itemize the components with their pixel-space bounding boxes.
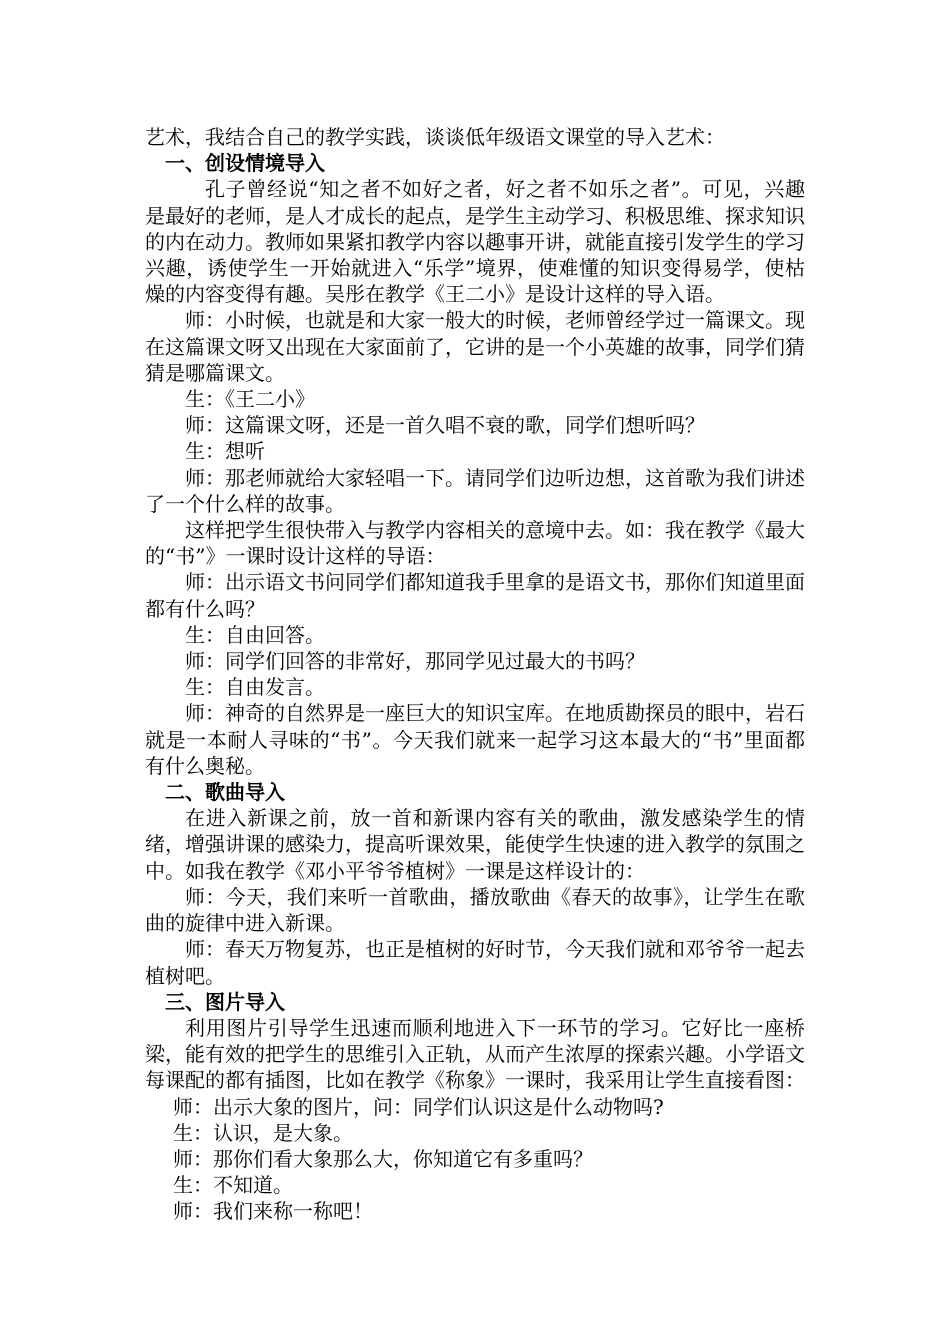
teacher-line: 师：小时候，也就是和大家一般大的时候，老师曾经学过一篇课文。现在这篇课文呀又出现在大家面前了，它讲的是一个小英雄的故事，同学们猜猜是哪篇课文。 [145,308,805,385]
teacher-line: 师：这篇课文呀，还是一首久唱不衰的歌，同学们想听吗？ [185,413,705,438]
teacher-line: 师：春天万物复苏，也正是植树的好时节，今天我们就和邓爷爷一起去植树吧。 [145,937,805,988]
paragraph: 利用图片引导学生迅速而顺利地进入下一环节的学习。它好比一座桥梁，能有效的把学生的思维引入正轨，从而产生浓厚的探索兴趣。小学语文每课配的都有插图，比如在教学《称象》一课时，我采用让学生直接看图： [145,1015,805,1093]
section-heading-3: 三、图片导入 [165,989,285,1014]
section-heading-2: 二、歌曲导入 [165,780,285,805]
teacher-line: 师：那老师就给大家轻唱一下。请同学们边听边想，这首歌为我们讲述了一个什么样的故事。 [145,465,805,516]
teacher-line: 师：今天，我们来听一首歌曲，播放歌曲《春天的故事》，让学生在歌曲的旋律中进入新课。 [145,884,805,936]
section-heading-1: 一、创设情境导入 [165,151,325,176]
paragraph-intro: 艺术，我结合自己的教学实践，谈谈低年级语文课堂的导入艺术： [145,125,725,149]
student-line: 生：《王二小》 [185,387,315,412]
student-line: 生：想听 [185,439,265,464]
student-line: 生：认识，是大象。 [173,1120,353,1145]
teacher-line: 师：我们来称一称吧！ [173,1199,373,1224]
paragraph: 这样把学生很快带入与教学内容相关的意境中去。如：我在教学《最大的“书”》一课时设计这样的导语： [145,518,805,569]
teacher-line: 师：出示大象的图片，问：同学们认识这是什么动物吗? [173,1094,664,1119]
teacher-line: 师：同学们回答的非常好，那同学见过最大的书吗？ [185,649,645,674]
teacher-line: 师：出示语文书问同学们都知道我手里拿的是语文书，那你们知道里面都有什么吗？ [145,570,805,621]
document-body [145,124,805,1225]
student-line: 生：不知道。 [173,1173,293,1198]
paragraph: 在进入新课之前，放一首和新课内容有关的歌曲，激发感染学生的情绪，增强讲课的感染力，提高听课效果，能使学生快速的进入教学的氛围之中。如我在教学《邓小平爷爷植树》一课是这样设计的： [145,806,805,883]
teacher-line: 师：神奇的自然界是一座巨大的知识宝库。在地质勘探员的眼中，岩石就是一本耐人寻味的“书”。今天我们就来一起学习这本最大的“书”里面都有什么奥秘。 [145,701,805,778]
student-line: 生：自由回答。 [185,622,325,647]
paragraph: 孔子曾经说“知之者不如好之者，好之者不如乐之者”。可见，兴趣是最好的老师，是人才成长的起点，是学生主动学习、积极思维、探求知识的内在动力。教师如果紧扣教学内容以趣事开讲，就能直接引发学生的学习兴趣，诱使学生一开始就进入“乐学”境界，使难懂的知识变得易学，使枯燥的内容变得有趣。吴彤在教学《王二小》是设计这样的导入语。 [145,177,805,307]
student-line: 生：自由发言。 [185,675,325,700]
teacher-line: 师：那你们看大象那么大，你知道它有多重吗？ [173,1146,593,1171]
